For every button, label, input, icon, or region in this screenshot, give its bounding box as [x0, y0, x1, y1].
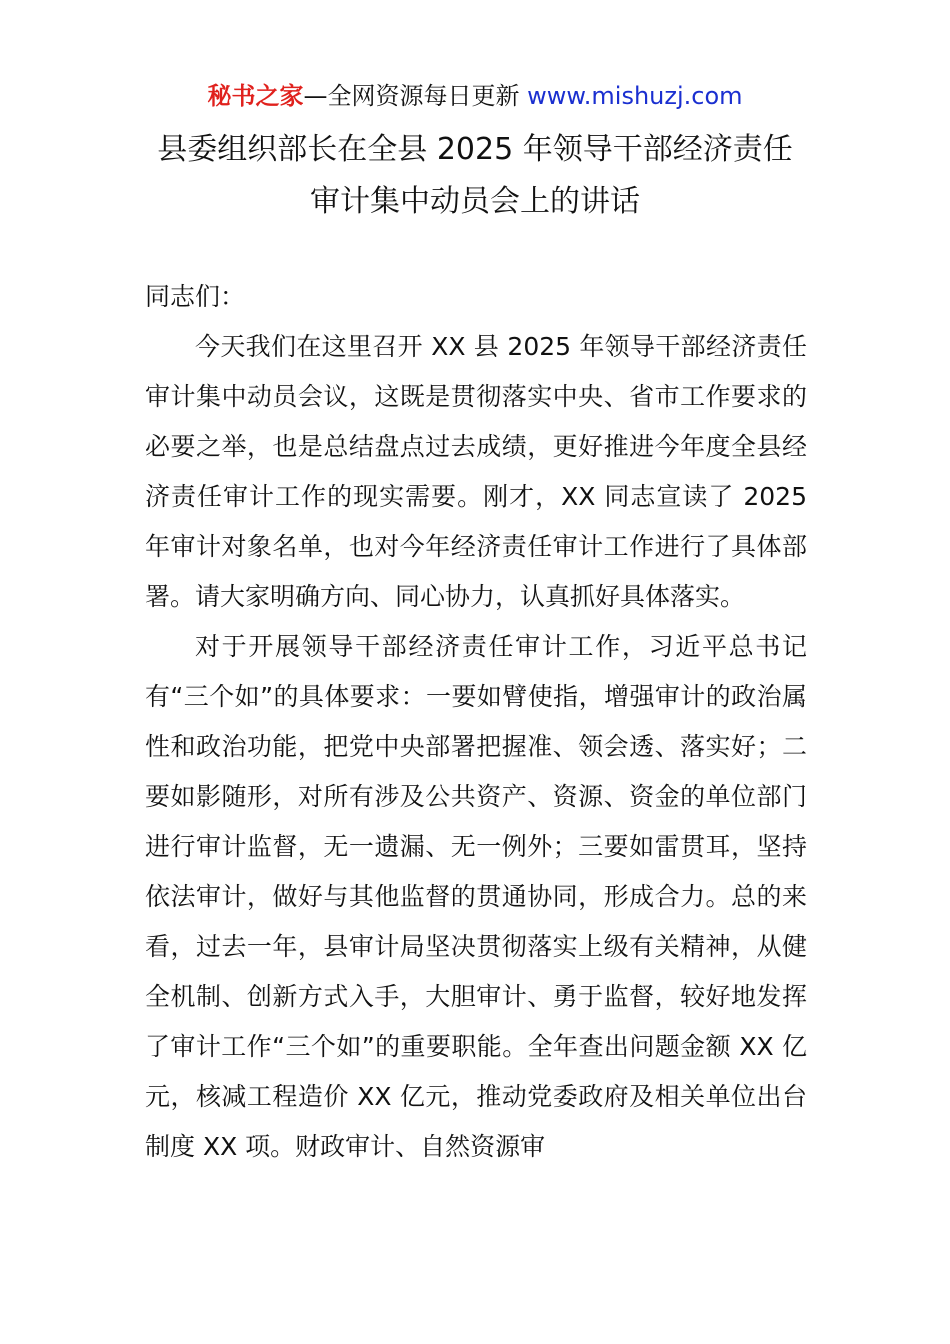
document-title [0, 124, 950, 228]
paragraph-1: 今天我们在这里召开 XX 县 2025 年领导干部经济责任审计集中动员会议，这既是贯彻落实中央、省市工作要求的必要之举，也是总结盘点过去成绩，更好推进今年度全县经济责任审计工作的现实需要。刚才，XX 同志宣读了 2025 年审计对象名单，也对今年经济责任审计工作进行了具体部署。请大家明确方向、同心协力，认真抓好具体落实。 [145, 332, 807, 611]
header-tagline: —全网资源每日更新 [303, 82, 520, 110]
salutation: 同志们： [145, 282, 246, 311]
title-line-1: 县委组织部长在全县 2025 年领导干部经济责任 [157, 132, 793, 167]
brand-name: 秘书之家 [207, 82, 304, 110]
document-body [145, 272, 807, 1172]
site-header [0, 80, 950, 112]
paragraph-2: 对于开展领导干部经济责任审计工作，习近平总书记有“三个如”的具体要求：一要如臂使指，增强审计的政治属性和政治功能，把党中央部署把握准、领会透、落实好；二要如影随形，对所有涉及公共资产、资源、资金的单位部门进行审计监督，无一遗漏、无一例外；三要如雷贯耳，坚持依法审计，做好与其他监督的贯通协同，形成合力。总的来看，过去一年，县审计局坚决贯彻落实上级有关精神，从健全机制、创新方式入手，大胆审计、勇于监督，较好地发挥了审计工作“三个如”的重要职能。全年查出问题金额 XX 亿元，核减工程造价 XX 亿元，推动党委政府及相关单位出台制度 XX 项。财政审计、自然资源审 [145, 632, 807, 1161]
site-url-link[interactable]: www.mishuzj.com [527, 82, 743, 110]
title-line-2: 审计集中动员会上的讲话 [310, 184, 640, 219]
